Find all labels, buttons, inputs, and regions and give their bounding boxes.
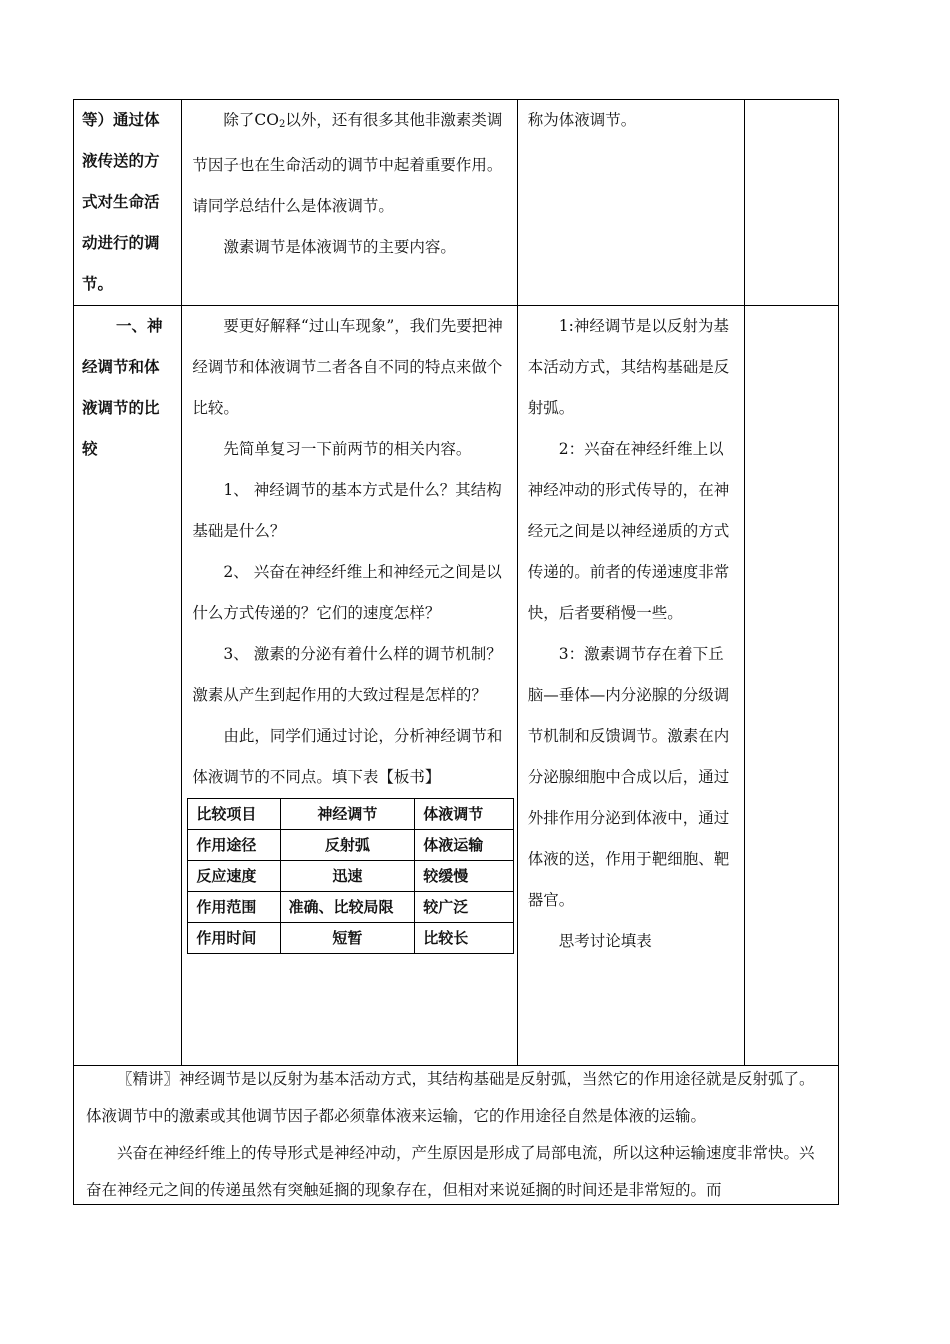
paragraph: 兴奋在神经纤维上的传导形式是神经冲动，产生原因是形成了局部电流，所以这种运输速度非常快。兴奋在神经元之间的传递虽然有突触延搁的现象存在，但相对来说延搁的时间还是非常短的。而 [86,1144,815,1199]
table-cell: 短暂 [280,923,415,954]
question: 2、 兴奋在神经纤维上和神经元之间是以什么方式传递的？它们的速度怎样？ [192,563,502,622]
paragraph: 〖精讲〗神经调节是以反射为基本活动方式，其结构基础是反射弧，当然它的作用途径就是反射弧了。体液调节中的激素或其他调节因子都必须靠体液来运输，它的作用途径自然是体液的运输。 [86,1070,815,1125]
section-heading-line: 液调节的比 [82,399,160,417]
row1-student-cell [517,100,744,306]
header-cell: 神经调节 [280,799,415,830]
table-row [74,100,839,306]
table-cell: 较广泛 [415,892,514,923]
table-row [74,306,839,1066]
row1-topic-cell [74,100,182,306]
answer: 2：兴奋在神经纤维上以神经冲动的形式传导的，在神经元之间是以神经递质的方式传递的。前者的传递速度非常快，后者要稍慢一些。 [527,440,730,622]
paragraph: 称为体液调节。 [527,111,637,129]
row1-notes-cell [744,100,838,306]
answer: 1:神经调节是以反射为基本活动方式，其结构基础是反射弧。 [527,317,730,417]
section-heading-line: 一、神 [116,317,163,335]
answer: 3：激素调节存在着下丘脑—垂体—内分泌腺的分级调节机制和反馈调节。激素在内分泌腺细胞中合成以后，通过外排作用分泌到体液中，通过体液的送，作用于靶细胞、靶器官。 [527,645,730,909]
activity-label: 思考讨论填表 [558,932,652,950]
lecture-notes-box [73,1061,839,1205]
section-heading-line: 经调节和体 [82,358,160,376]
table-cell: 作用途径 [188,830,280,861]
table-row [188,923,514,954]
topic-line: 节。 [82,275,114,293]
table-cell: 反应速度 [188,861,280,892]
question: 3、 激素的分泌有着什么样的调节机制？激素从产生到起作用的大致过程是怎样的？ [192,645,502,704]
table-row [188,892,514,923]
table-cell: 准确、比较局限 [280,892,415,923]
row2-teacher-cell [182,306,517,1066]
paragraph: 激素调节是体液调节的主要内容。 [223,238,456,256]
table-cell: 比较长 [415,923,514,954]
row1-teacher-cell [182,100,517,306]
topic-line: 动进行的调 [82,234,160,252]
lesson-plan-table [73,99,839,1066]
row2-topic-cell [74,306,182,1066]
table-cell: 较缓慢 [415,861,514,892]
table-cell: 迅速 [280,861,415,892]
section-heading-line: 较 [82,440,98,458]
header-cell: 体液调节 [415,799,514,830]
topic-line: 式对生命活 [82,193,160,211]
table-header-row [188,799,514,830]
header-cell: 比较项目 [188,799,280,830]
topic-line: 等）通过体 [82,111,160,129]
paragraph: 除了$CO_2$以外，还有很多其他非激素类调节因子也在生命活动的调节中起着重要作用。请同学总结什么是体液调节。 [192,111,503,215]
table-cell: 反射弧 [280,830,415,861]
topic-line: 液传送的方 [82,152,160,170]
paragraph: 由此，同学们通过讨论，分析神经调节和体液调节的不同点。填下表【板书】 [192,727,503,786]
question: 1、 神经调节的基本方式是什么？其结构基础是什么？ [192,481,502,540]
table-cell: 体液运输 [415,830,514,861]
table-cell: 作用时间 [188,923,280,954]
paragraph: 要更好解释“过山车现象”，我们先要把神经调节和体液调节二者各自不同的特点来做个比较。 [192,317,503,417]
table-row [188,830,514,861]
comparison-table [187,798,514,954]
paragraph: 先简单复习一下前两节的相关内容。 [223,440,472,458]
row2-notes-cell [744,306,838,1066]
row2-student-cell [517,306,744,1066]
table-row [188,861,514,892]
table-cell: 作用范围 [188,892,280,923]
